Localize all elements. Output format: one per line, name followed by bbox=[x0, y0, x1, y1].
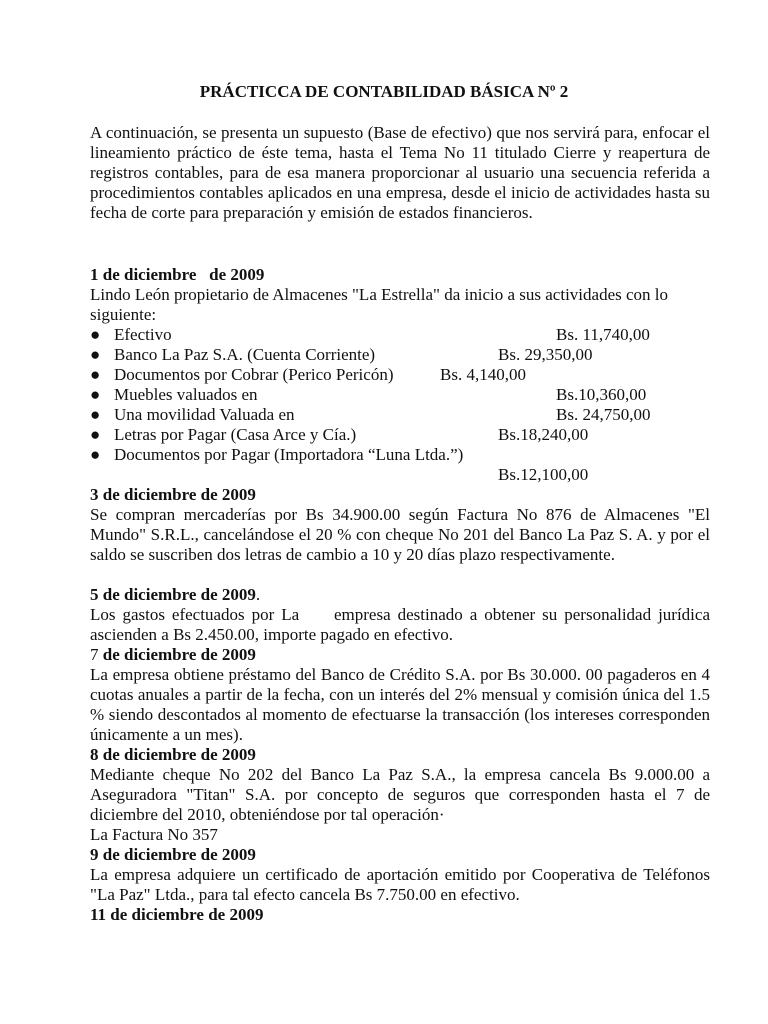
date-heading-period: . bbox=[255, 585, 261, 604]
paragraph-dec-1: Lindo León propietario de Almacenes "La Estrella" da inicio a sus actividades con lo siguiente: bbox=[90, 285, 668, 324]
date-heading-dec-9: 9 de diciembre de 2009 bbox=[90, 845, 256, 864]
item-amount: Bs.12,100,00 bbox=[498, 465, 589, 484]
item-label: Efectivo bbox=[114, 325, 172, 344]
list-item bbox=[90, 445, 710, 465]
item-label: Letras por Pagar (Casa Arce y Cía.) bbox=[114, 425, 357, 444]
date-heading-dec-7 bbox=[90, 645, 710, 665]
date-heading-dec-3: 3 de diciembre de 2009 bbox=[90, 485, 256, 504]
date-heading-dec-1: 1 de diciembre de 2009 bbox=[90, 265, 265, 284]
bullet-icon: ● bbox=[90, 445, 101, 464]
item-label: Documentos por Cobrar (Perico Pericón) bbox=[114, 365, 394, 384]
list-item bbox=[90, 385, 710, 405]
list-item bbox=[90, 365, 710, 385]
paragraph-dec-5: Los gastos efectuados por La empresa destinado a obtener su personalidad jurídica ascienden a Bs 2.450.00, importe pagado en efectivo. bbox=[90, 605, 715, 644]
paragraph-dec-3: Se compran mercaderías por Bs 34.900.00 según Factura No 876 de Almacenes "El Mundo" S.R.L., cancelándose el 20 % con cheque No 201 del Banco La Paz S. A. y por el saldo se suscriben dos letras de cambio a 10 y 20 días plazo respectivamente. bbox=[90, 505, 710, 564]
item-amount: Bs.18,240,00 bbox=[498, 425, 589, 444]
paragraph-dec-9: La empresa adquiere un certificado de aportación emitido por Cooperativa de Teléfonos "La Paz" Ltda., para tal efecto cancela Bs 7.750.00 en efectivo. bbox=[90, 865, 710, 904]
item-label: Una movilidad Valuada en bbox=[114, 405, 295, 424]
paragraph-dec-7: La empresa obtiene préstamo del Banco de Crédito S.A. por Bs 30.000. 00 pagaderos en 4 cuotas anuales a partir de la fecha, con un interés del 2% mensual y comisión única del 1.5 % siendo descontados al momento de efectuarse la transacción (los intereses corresponden únicamente a un mes). bbox=[90, 665, 710, 744]
page-title: PRÁCTICCA DE CONTABILIDAD BÁSICA Nº 2 bbox=[199, 82, 569, 101]
intro-paragraph: A continuación, se presenta un supuesto (Base de efectivo) que nos servirá para, enfocar el lineamiento práctico de éste tema, hasta el Tema No 11 titulado Cierre y reapertura de registros contables, para de esa manera proporcionar al usuario una secuencia referida a procedimientos contables aplicados en una empresa, desde el inicio de actividades hasta su fecha de corte para preparación y emisión de estados financieros. bbox=[90, 123, 710, 222]
list-item bbox=[90, 405, 710, 425]
item-amount: Bs. 24,750,00 bbox=[556, 405, 651, 424]
item-amount: Bs. 4,140,00 bbox=[440, 365, 526, 384]
date-day: 7 bbox=[90, 645, 99, 664]
item-label: Documentos por Pagar (Importadora “Luna Ltda.”) bbox=[114, 445, 464, 464]
date-heading-dec-5 bbox=[90, 585, 710, 605]
paragraph-dec-8-invoice: La Factura No 357 bbox=[90, 825, 218, 844]
list-item bbox=[90, 325, 710, 345]
item-amount: Bs.10,360,00 bbox=[556, 385, 647, 404]
paragraph-dec-8: Mediante cheque No 202 del Banco La Paz S.A., la empresa cancela Bs 9.000.00 a Aseguradora "Titan" S.A. por concepto de seguros que corresponden hasta el 7 de diciembre del 2010, obteniéndose por tal operación· bbox=[90, 765, 710, 824]
bullet-icon: ● bbox=[90, 325, 101, 344]
date-heading-dec-11: 11 de diciembre de 2009 bbox=[90, 905, 264, 924]
bullet-icon: ● bbox=[90, 365, 101, 384]
bullet-icon: ● bbox=[90, 345, 101, 364]
date-heading-dec-8: 8 de diciembre de 2009 bbox=[90, 745, 256, 764]
list-item bbox=[90, 425, 710, 445]
item-amount: Bs. 29,350,00 bbox=[498, 345, 593, 364]
date-heading-text: 5 de diciembre de 2009 bbox=[90, 585, 256, 604]
bullet-icon: ● bbox=[90, 425, 101, 444]
item-amount: Bs. 11,740,00 bbox=[556, 325, 650, 344]
bullet-icon: ● bbox=[90, 385, 101, 404]
list-item bbox=[90, 345, 710, 365]
bullet-icon: ● bbox=[90, 405, 101, 424]
item-label: Banco La Paz S.A. (Cuenta Corriente) bbox=[114, 345, 376, 364]
item-label: Muebles valuados en bbox=[114, 385, 258, 404]
date-heading-text: de diciembre de 2009 bbox=[98, 645, 256, 664]
